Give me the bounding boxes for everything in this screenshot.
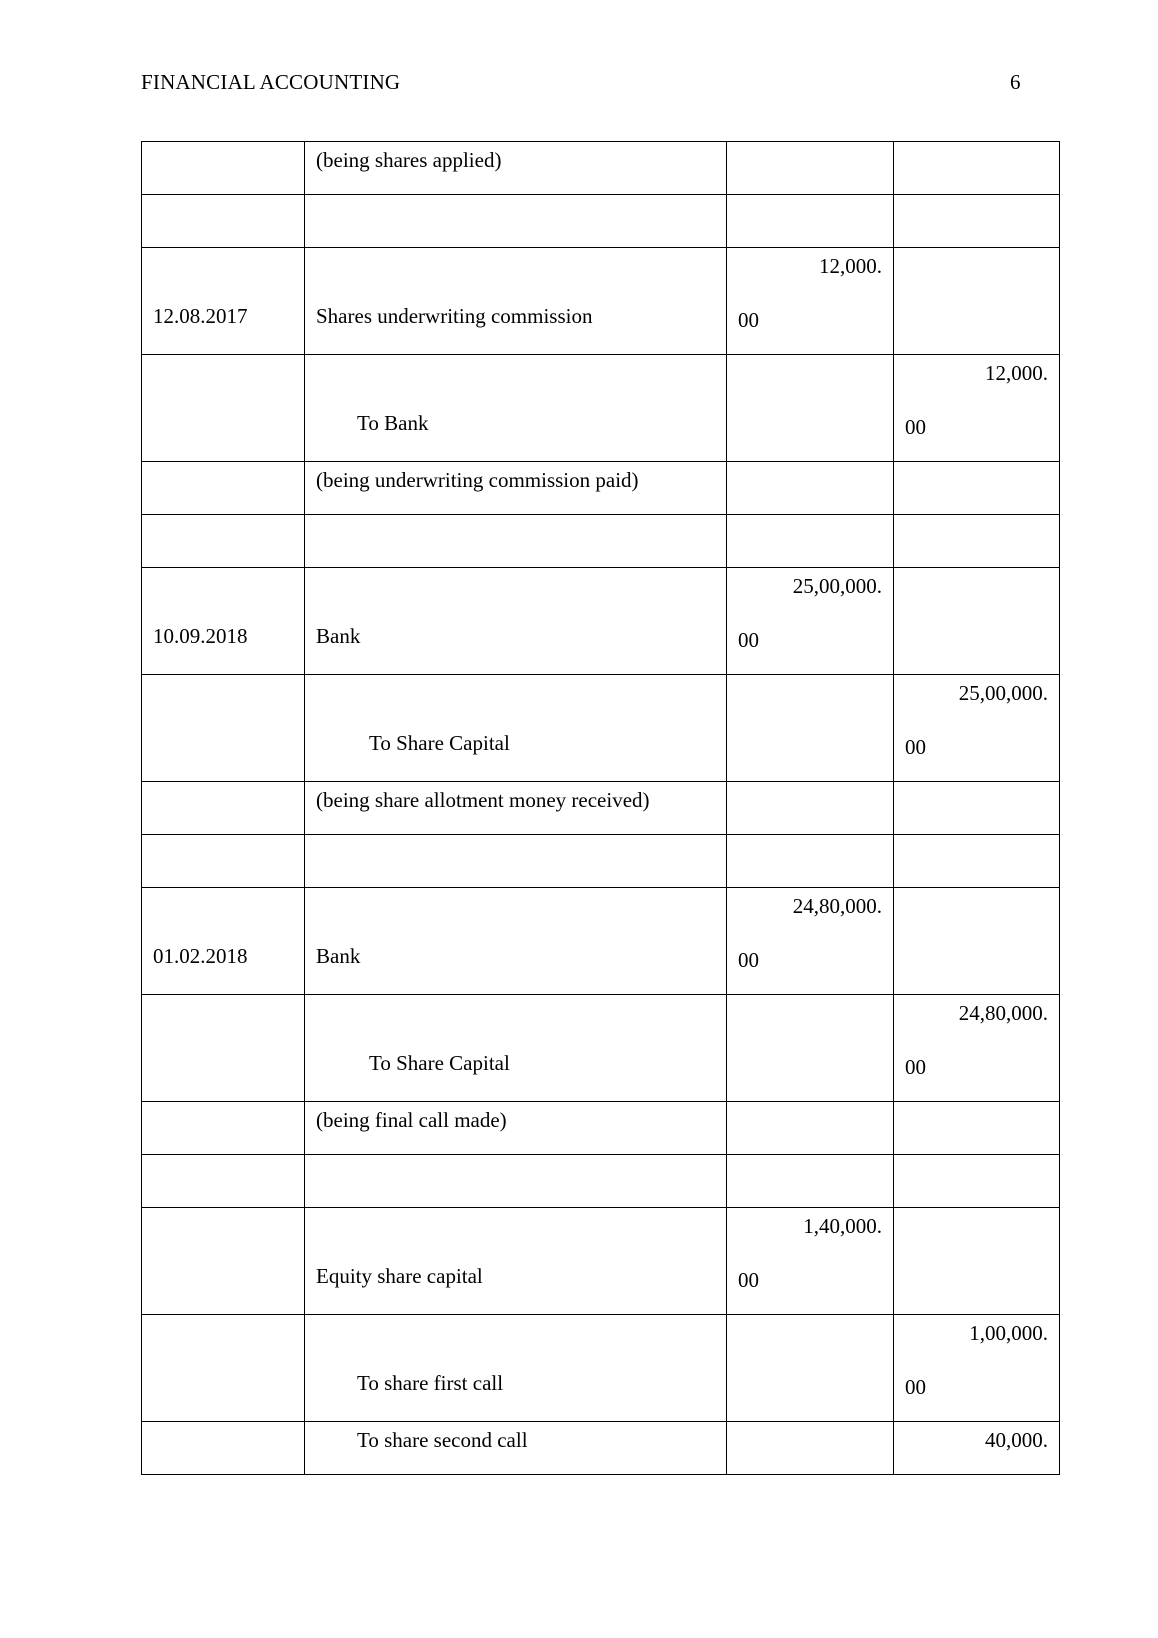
debit-amount-cell — [727, 675, 894, 782]
particulars-cell — [305, 248, 727, 355]
journal-row — [142, 675, 1060, 782]
debit-amount: 24,80,000. — [792, 894, 882, 918]
entry-date: 10.09.2018 — [153, 624, 248, 648]
particulars-text: Bank — [316, 944, 361, 968]
particulars-cell — [305, 568, 727, 675]
credit-amount-cell — [894, 142, 1060, 195]
particulars-text: Shares underwriting commission — [316, 304, 593, 328]
journal-body — [142, 142, 1060, 1475]
debit-amount-cell — [727, 782, 894, 835]
credit-amount-cell — [894, 995, 1060, 1102]
date-cell — [142, 888, 305, 995]
journal-row — [142, 142, 1060, 195]
credit-amount-cell — [894, 888, 1060, 995]
entry-date: 01.02.2018 — [153, 944, 248, 968]
credit-amount-cell — [894, 355, 1060, 462]
particulars-text: (being share allotment money received) — [316, 788, 650, 812]
date-cell — [142, 1315, 305, 1422]
particulars-cell — [305, 355, 727, 462]
journal-row — [142, 782, 1060, 835]
debit-amount: 12,000. — [819, 254, 882, 278]
particulars-text: Equity share capital — [316, 1264, 483, 1288]
date-cell — [142, 1102, 305, 1155]
date-cell — [142, 355, 305, 462]
particulars-cell — [305, 515, 727, 568]
credit-amount-cell — [894, 782, 1060, 835]
particulars-cell — [305, 675, 727, 782]
journal-row — [142, 1422, 1060, 1475]
credit-amount-decimals: 00 — [905, 1375, 926, 1399]
page-number: 6 — [1010, 70, 1021, 94]
journal-row — [142, 995, 1060, 1102]
debit-amount-cell — [727, 995, 894, 1102]
journal-row — [142, 1315, 1060, 1422]
journal-row — [142, 568, 1060, 675]
credit-amount-cell — [894, 835, 1060, 888]
particulars-cell — [305, 1422, 727, 1475]
journal-row — [142, 1155, 1060, 1208]
credit-amount-decimals: 00 — [905, 1055, 926, 1079]
running-header-title: FINANCIAL ACCOUNTING — [141, 70, 401, 94]
debit-amount-decimals: 00 — [738, 948, 759, 972]
debit-amount-cell — [727, 195, 894, 248]
date-cell — [142, 195, 305, 248]
credit-amount: 1,00,000. — [969, 1321, 1048, 1345]
journal-row — [142, 1208, 1060, 1315]
date-cell — [142, 515, 305, 568]
credit-account-name: To share second call — [357, 1428, 528, 1452]
credit-amount-cell — [894, 568, 1060, 675]
particulars-text: (being final call made) — [316, 1108, 507, 1132]
date-cell — [142, 675, 305, 782]
journal-row — [142, 1102, 1060, 1155]
debit-amount: 1,40,000. — [803, 1214, 882, 1238]
particulars-text: Bank — [316, 624, 361, 648]
debit-amount-cell — [727, 1315, 894, 1422]
particulars-cell — [305, 462, 727, 515]
journal-row — [142, 888, 1060, 995]
debit-amount-cell — [727, 888, 894, 995]
date-cell — [142, 995, 305, 1102]
credit-amount-cell — [894, 248, 1060, 355]
journal-row — [142, 515, 1060, 568]
debit-amount-cell — [727, 515, 894, 568]
debit-amount-cell — [727, 568, 894, 675]
journal-row — [142, 462, 1060, 515]
credit-amount-cell — [894, 515, 1060, 568]
credit-amount-cell — [894, 675, 1060, 782]
particulars-cell — [305, 1315, 727, 1422]
credit-amount-cell — [894, 1315, 1060, 1422]
credit-amount-cell — [894, 1102, 1060, 1155]
debit-amount-cell — [727, 1208, 894, 1315]
debit-amount-decimals: 00 — [738, 308, 759, 332]
journal-row — [142, 835, 1060, 888]
credit-account-name: To Share Capital — [369, 731, 510, 755]
date-cell — [142, 248, 305, 355]
particulars-cell — [305, 1208, 727, 1315]
credit-amount: 24,80,000. — [958, 1001, 1048, 1025]
date-cell — [142, 568, 305, 675]
debit-amount-cell — [727, 248, 894, 355]
debit-amount-cell — [727, 1422, 894, 1475]
debit-amount: 25,00,000. — [792, 574, 882, 598]
debit-amount-cell — [727, 355, 894, 462]
particulars-cell — [305, 142, 727, 195]
journal-row — [142, 195, 1060, 248]
particulars-cell — [305, 1155, 727, 1208]
entry-date: 12.08.2017 — [153, 304, 248, 328]
credit-amount-cell — [894, 462, 1060, 515]
debit-amount-cell — [727, 462, 894, 515]
credit-amount-cell — [894, 1155, 1060, 1208]
date-cell — [142, 1155, 305, 1208]
credit-amount-cell — [894, 195, 1060, 248]
credit-amount: 25,00,000. — [958, 681, 1048, 705]
credit-account-name: To share first call — [357, 1371, 504, 1395]
date-cell — [142, 1208, 305, 1315]
date-cell — [142, 782, 305, 835]
debit-amount-cell — [727, 142, 894, 195]
credit-amount-cell — [894, 1422, 1060, 1475]
particulars-cell — [305, 888, 727, 995]
particulars-cell — [305, 782, 727, 835]
journal-row — [142, 248, 1060, 355]
credit-amount: 40,000. — [985, 1428, 1048, 1452]
particulars-cell — [305, 195, 727, 248]
credit-amount-decimals: 00 — [905, 415, 926, 439]
particulars-cell — [305, 1102, 727, 1155]
particulars-text: (being shares applied) — [316, 148, 502, 172]
credit-account-name: To Bank — [357, 411, 429, 435]
date-cell — [142, 142, 305, 195]
debit-amount-decimals: 00 — [738, 628, 759, 652]
credit-account-name: To Share Capital — [369, 1051, 510, 1075]
debit-amount-decimals: 00 — [738, 1268, 759, 1292]
particulars-cell — [305, 995, 727, 1102]
debit-amount-cell — [727, 1102, 894, 1155]
debit-amount-cell — [727, 835, 894, 888]
credit-amount-cell — [894, 1208, 1060, 1315]
date-cell — [142, 1422, 305, 1475]
particulars-text: (being underwriting commission paid) — [316, 468, 639, 492]
credit-amount-decimals: 00 — [905, 735, 926, 759]
debit-amount-cell — [727, 1155, 894, 1208]
date-cell — [142, 835, 305, 888]
credit-amount: 12,000. — [985, 361, 1048, 385]
date-cell — [142, 462, 305, 515]
particulars-cell — [305, 835, 727, 888]
journal-row — [142, 355, 1060, 462]
journal-entries-table — [141, 141, 1060, 1475]
